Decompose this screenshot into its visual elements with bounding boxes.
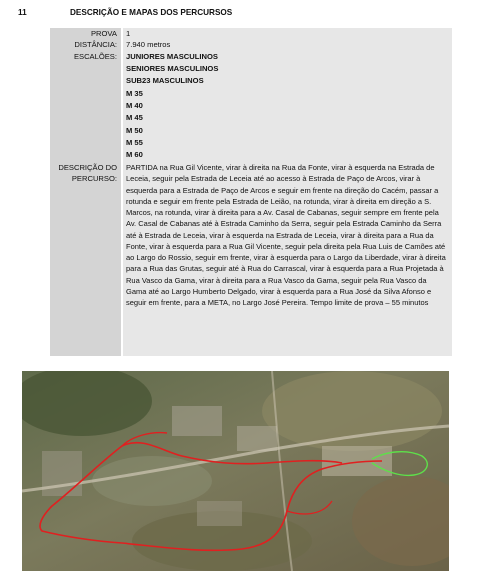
value-column [123,28,452,356]
escalao-item: M 50 [126,126,143,135]
distancia-value: 7.940 metros [126,40,171,49]
escalao-item: M 45 [126,113,143,122]
escaloes-label: ESCALÕES: [73,52,117,61]
race-info-table [50,28,452,356]
section-number: 11 [18,8,27,17]
route-description: PARTIDA na Rua Gil Vicente, virar à direita na Rua da Fonte, virar à esquerda na Estrada de Leceia, seguir pela Estrada de Leceia até ao acesso à Estrada de Paço de Arcos, virar à esquerda para a Estrada de Paço de Arcos e seguir em frente na direção do Cacém, passar a rotunda e seguir em frente pela Estrada de Leião, na rotunda, virar à direita em direção a S. Marcos, na rotunda, virar à direita para a Av. Casal de Cabanas, seguir sempre em frente pela Av. Casal de Cabanas até à Estrada Caminho da Serra, seguir pela Estrada Caminho da Serra até à Estrada de Leceia, virar à esquerda na Estrada de Leceia, virar à direita para a Rua da Fonte, virar à esquerda para a Rua Gil Vicente, seguir pela direita pela Rua Luis de Camões até ao Largo do Rossio, seguir em frente, virar à esquerda para o Largo da Liberdade, virar à direita para a Rua das Grutas, seguir até à Rua do Carrascal, virar à esquerda para a Rua Projetada à Rua Vasco da Gama, virar à direita para a Rua Vasco da Gama, seguir pela Rua Vasco da Gama até ao Largo Humberto Delgado, virar à esquerda para a Rua José da Silva Afonso e seguir em frente, para a META, no Largo José Pereira. Tempo limite de prova – 55 minutos [126,163,446,307]
escalao-item: M 55 [126,138,143,147]
escalao-item: M 40 [126,101,143,110]
prova-label: PROVA [90,29,117,38]
escalao-item: JUNIORES MASCULINOS [126,52,218,61]
descricao-label-line1: DESCRIÇÃO DO [58,163,117,172]
distancia-label: DISTÂNCIA: [74,40,117,49]
descricao-label-line2: PERCURSO: [71,174,117,183]
label-column [50,28,121,356]
escalao-item: SENIORES MASCULINOS [126,64,219,73]
escalao-item: SUB23 MASCULINOS [126,76,204,85]
escalao-item: M 60 [126,150,143,159]
section-title: DESCRIÇÃO E MAPAS DOS PERCURSOS [70,8,233,17]
escalao-item: M 35 [126,89,143,98]
route-map [22,371,449,571]
prova-value: 1 [126,29,131,38]
